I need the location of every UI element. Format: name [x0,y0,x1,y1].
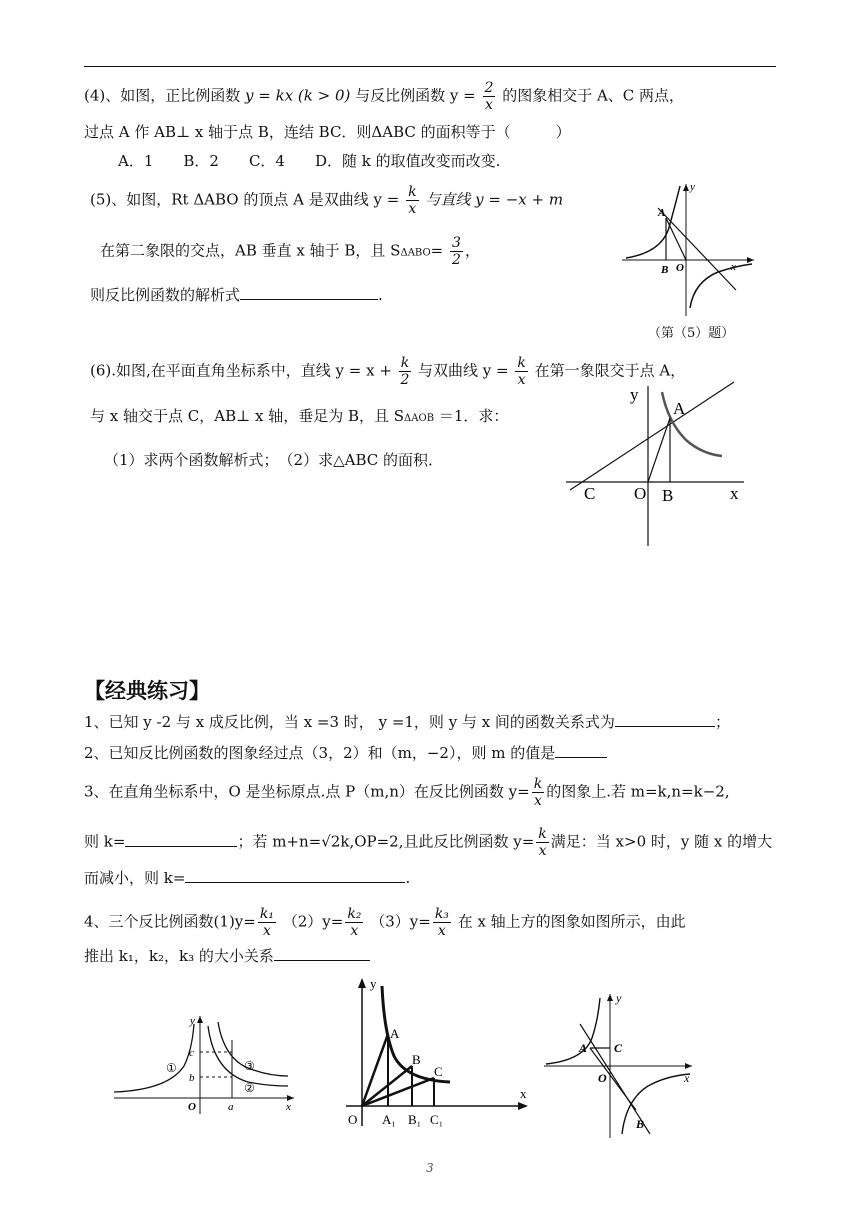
figM-label-A: A [390,1026,400,1041]
figR-label-B: B [636,1117,645,1131]
figL-label-x: x [286,1101,291,1113]
ex3-text-b: 的图象上.若 m=k,n=k−2, [546,782,730,801]
figM-label-B1: B₁ [408,1112,422,1127]
figM-label-C1: C₁ [430,1112,444,1127]
figL-label-a: a [228,1101,234,1113]
ex3-answer-blank-1[interactable] [125,832,237,847]
q4-text-a: (4)、如图，正比例函数 [84,86,246,105]
ex3-text-k: 则 k= [84,832,126,851]
q6-fraction: $\frac{k}{2}$ [400,355,410,388]
figure-left [108,1010,304,1120]
fig6-label-x: x [730,484,739,503]
ex3-period: . [405,869,411,887]
fig5-caption: （第（5）题） [648,326,735,341]
q4-text-b: 与反比例函数 y = [350,86,476,105]
ex1-answer-blank[interactable] [615,712,715,727]
figL-label-1: ① [166,1061,177,1075]
figR-label-x: x [684,1071,690,1085]
ex4-text-c: （3）y= [370,912,431,931]
q4-equation: y = kx (k > 0) [245,86,351,105]
q5-text-b: 与直线 y = −x + m [420,190,564,209]
q5-line2 [100,235,480,268]
fig5-x-arrow [747,257,754,263]
ex4-text-e: 推出 k₁，k₂，k₃ 的大小关系 [84,947,274,965]
ex4-text-d: 在 x 轴上方的图象如图所示，由此 [452,912,686,931]
figL-label-3: ③ [244,1059,255,1073]
ex4-text-a: 4、三个反比例函数(1)y= [84,912,256,931]
fig5-segment-ao [666,218,686,260]
fig5-label-y: y [690,181,695,193]
figL-label-c: c [189,1047,194,1059]
fig6-label-O: O [634,484,647,503]
q5-fraction2: $\frac{3}{2}$ [452,235,461,268]
fig6-segment-ao [648,418,670,482]
fig6-label-C: C [584,484,596,503]
q5-line1 [90,184,563,217]
ex2 [84,743,607,763]
fig5-hyperbola-lower [690,264,752,308]
ex3-text-a: 3、在直角坐标系中，O 是坐标原点.点 P（m,n）在反比例函数 y= [84,782,530,801]
fig6-label-y: y [630,385,639,404]
figR-label-O: O [598,1071,607,1085]
figR-label-C: C [614,1041,623,1055]
figM-label-y: y [370,976,377,991]
figL-curve-1 [114,1024,194,1092]
ex4-answer-blank[interactable] [274,946,370,961]
q5-answer-blank[interactable] [240,285,378,300]
ex4-fraction-1: $\frac{\text{k₁}}{x}$ [259,906,274,939]
q4-line2: 过点 A 作 AB⊥ x 轴于点 B，连结 BC．则ΔABC 的面积等于（ ） [84,123,571,141]
fig5-line [658,208,736,290]
q6-fraction2: $\frac{k}{x}$ [517,355,526,388]
q4-line1 [84,80,684,113]
ex3-line3 [84,868,410,888]
ex3-answer-blank-2[interactable] [185,868,405,883]
q6-text-c: 在第一象限交于点 A， [529,361,686,380]
ex4-text-b: （2）y= [282,912,344,931]
figR-hyperbola-upper [546,998,600,1064]
figM-label-x: x [520,1086,527,1101]
figure-right [540,990,700,1140]
fig5-y-arrow [683,184,689,191]
figure-5 [618,178,758,318]
figL-label-b: b [189,1072,195,1084]
section-title: 【经典练习】 [84,679,210,703]
fig5-label-x: x [731,261,736,273]
q5-line3: 则反比例函数的解析式 . [90,286,383,304]
ex4-line1 [84,906,686,939]
figL-label-O: O [188,1101,196,1113]
q5-sub: ΔABO [400,247,431,259]
ex1-end: ； [714,713,730,731]
top-rule [84,66,776,67]
figM-segment-oc [362,1078,434,1106]
figR-label-A: A [579,1041,588,1055]
q5-text-a2: 在第二象限的交点，AB 垂直 x 轴于 B，且 S [100,241,401,260]
ex1 [84,712,730,732]
ex3-fraction2: $\frac{k}{x}$ [538,826,547,859]
q6-line2 [90,406,508,429]
ex1-text: 1、已知 y -2 与 x 成反比例，当 x =3 时， y =1，则 y 与 x 间的函数关系式为 [84,713,615,731]
q6-text-a2: 与 x 轴交于点 C，AB⊥ x 轴，垂足为 B，且 S [90,407,405,425]
q5-text-a: (5)、如图，Rt ΔABO 的顶点 A 是双曲线 y = [90,190,400,209]
fig6-label-B: B [662,486,674,505]
ex2-text: 2、已知反比例函数的图象经过点（3，2）和（m，−2），则 m 的值是 [84,744,556,762]
figM-label-A1: A₁ [382,1112,396,1127]
q4-text-c: 的图象相交于 A、C 两点， [497,86,685,105]
ex3-line2 [84,826,772,859]
figR-segment-ab [590,1048,636,1110]
fig5-label-B: B [661,264,669,276]
q5-eq: = [430,241,444,260]
ex3-text-c: 而减小，则 k= [84,869,186,887]
figure-6 [562,378,762,550]
q4-fraction: $\frac{2}{x}$ [484,80,494,113]
figR-label-y: y [616,991,622,1005]
ex3-text-mn: ；若 m+n= [237,832,322,851]
ex4-fraction-3: $\frac{\text{k₃}}{x}$ [434,906,449,939]
figL-label-2: ② [244,1081,255,1095]
figM-label-O: O [348,1112,358,1127]
ex2-answer-blank[interactable] [555,743,607,758]
figM-label-C: C [434,1064,443,1079]
page-number: 3 [426,1161,434,1175]
figure-middle [326,972,536,1134]
fig6-label-A: A [673,399,686,418]
q4-options: A．1 B．2 C．4 D．随 k 的取值改变而改变. [118,152,501,170]
q5-comma: ， [464,241,480,260]
ex4-line2 [84,946,370,966]
ex3-fraction: $\frac{k}{x}$ [533,776,543,809]
ex4-fraction-2: $\frac{\text{k₂}}{x}$ [347,906,362,939]
fig5-label-A: A [658,207,666,219]
q6-text-b2: ＝1．求： [434,407,509,425]
q5-fraction: $\frac{k}{x}$ [408,184,417,217]
q6-line3: （1）求两个函数解析式； （2）求△ABC 的面积． [104,451,444,469]
q6-text-a: (6).如图,在平面直角坐标系中，直线 y = x + [90,361,392,380]
q6-text-b: 与双曲线 y = [413,361,509,380]
q5-text-c: 则反比例函数的解析式 [90,286,241,304]
figM-label-B: B [412,1052,421,1067]
ex3-text-cond: 满足：当 x>0 时，y 随 x 的增大 [550,832,773,851]
figL-label-y: y [190,1015,195,1027]
fig6-line [570,382,734,490]
ex3-text-op: ,OP=2,且此反比例函数 y= [349,832,535,851]
ex3-line1 [84,776,730,809]
q6-sub: ΔAOB [404,413,435,424]
fig5-label-O: O [676,262,684,274]
ex3-sqrt: √2k [321,832,350,851]
